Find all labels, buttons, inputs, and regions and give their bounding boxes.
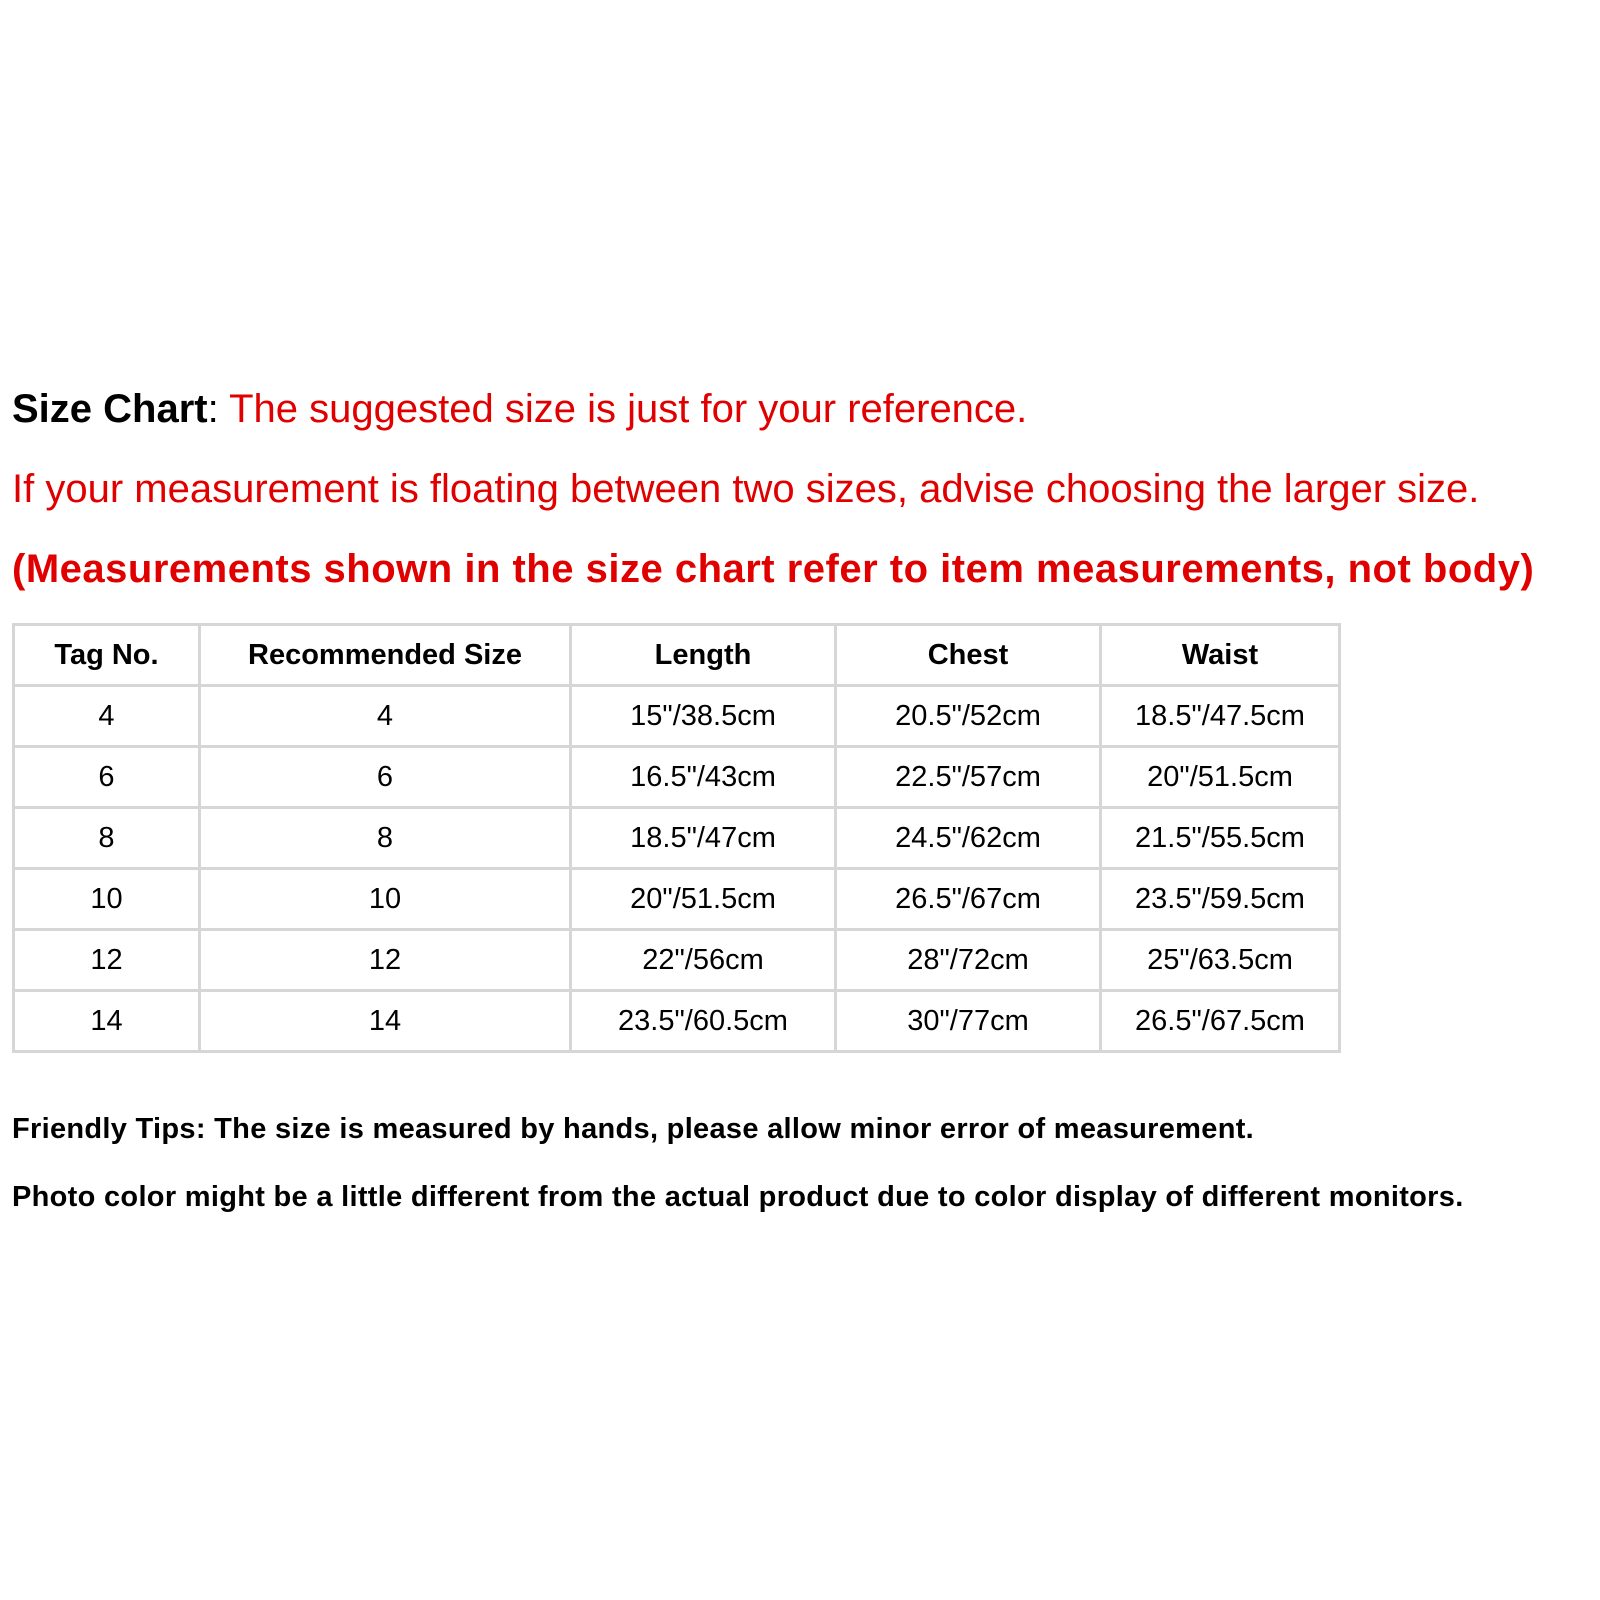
header-tag-no: Tag No. xyxy=(14,625,200,686)
table-row xyxy=(14,991,1340,1052)
cell-tag: 6 xyxy=(14,747,200,808)
cell-waist: 20"/51.5cm xyxy=(1101,747,1340,808)
cell-recommended: 12 xyxy=(200,930,571,991)
table-row xyxy=(14,930,1340,991)
table-row xyxy=(14,686,1340,747)
size-chart-content xyxy=(12,383,1592,1247)
cell-chest: 28"/72cm xyxy=(836,930,1101,991)
table-row xyxy=(14,869,1340,930)
size-advice: If your measurement is floating between two sizes, advise choosing the larger size. xyxy=(12,467,1480,511)
header-length: Length xyxy=(571,625,836,686)
cell-waist: 25"/63.5cm xyxy=(1101,930,1340,991)
cell-recommended: 4 xyxy=(200,686,571,747)
cell-recommended: 14 xyxy=(200,991,571,1052)
reference-notice: The suggested size is just for your reference. xyxy=(218,387,1028,431)
friendly-tip: Friendly Tips: The size is measured by hands, please allow minor error of measurement. xyxy=(12,1113,1255,1145)
header-waist: Waist xyxy=(1101,625,1340,686)
cell-tag: 8 xyxy=(14,808,200,869)
table-row xyxy=(14,808,1340,869)
cell-recommended: 10 xyxy=(200,869,571,930)
header-chest: Chest xyxy=(836,625,1101,686)
cell-length: 18.5"/47cm xyxy=(571,808,836,869)
cell-waist: 23.5"/59.5cm xyxy=(1101,869,1340,930)
photo-color-tip: Photo color might be a little different from the actual product due to color display of different monitors. xyxy=(12,1181,1464,1213)
cell-waist: 26.5"/67.5cm xyxy=(1101,991,1340,1052)
cell-length: 16.5"/43cm xyxy=(571,747,836,808)
header-recommended-size: Recommended Size xyxy=(200,625,571,686)
table-row xyxy=(14,747,1340,808)
cell-chest: 30"/77cm xyxy=(836,991,1101,1052)
cell-length: 23.5"/60.5cm xyxy=(571,991,836,1052)
cell-waist: 21.5"/55.5cm xyxy=(1101,808,1340,869)
cell-tag: 4 xyxy=(14,686,200,747)
cell-chest: 26.5"/67cm xyxy=(836,869,1101,930)
cell-chest: 20.5"/52cm xyxy=(836,686,1101,747)
cell-recommended: 6 xyxy=(200,747,571,808)
cell-length: 15"/38.5cm xyxy=(571,686,836,747)
cell-length: 22"/56cm xyxy=(571,930,836,991)
tips-section xyxy=(12,1111,1592,1215)
measurement-note: (Measurements shown in the size chart refer to item measurements, not body) xyxy=(12,547,1535,591)
cell-tag: 12 xyxy=(14,930,200,991)
cell-length: 20"/51.5cm xyxy=(571,869,836,930)
cell-chest: 22.5"/57cm xyxy=(836,747,1101,808)
size-chart-title: Size Chart xyxy=(12,387,208,431)
cell-waist: 18.5"/47.5cm xyxy=(1101,686,1340,747)
cell-recommended: 8 xyxy=(200,808,571,869)
title-colon: : xyxy=(207,387,219,431)
cell-chest: 24.5"/62cm xyxy=(836,808,1101,869)
cell-tag: 14 xyxy=(14,991,200,1052)
cell-tag: 10 xyxy=(14,869,200,930)
size-table xyxy=(12,623,1341,1053)
size-chart-heading xyxy=(12,383,1592,435)
table-header-row xyxy=(14,625,1340,686)
